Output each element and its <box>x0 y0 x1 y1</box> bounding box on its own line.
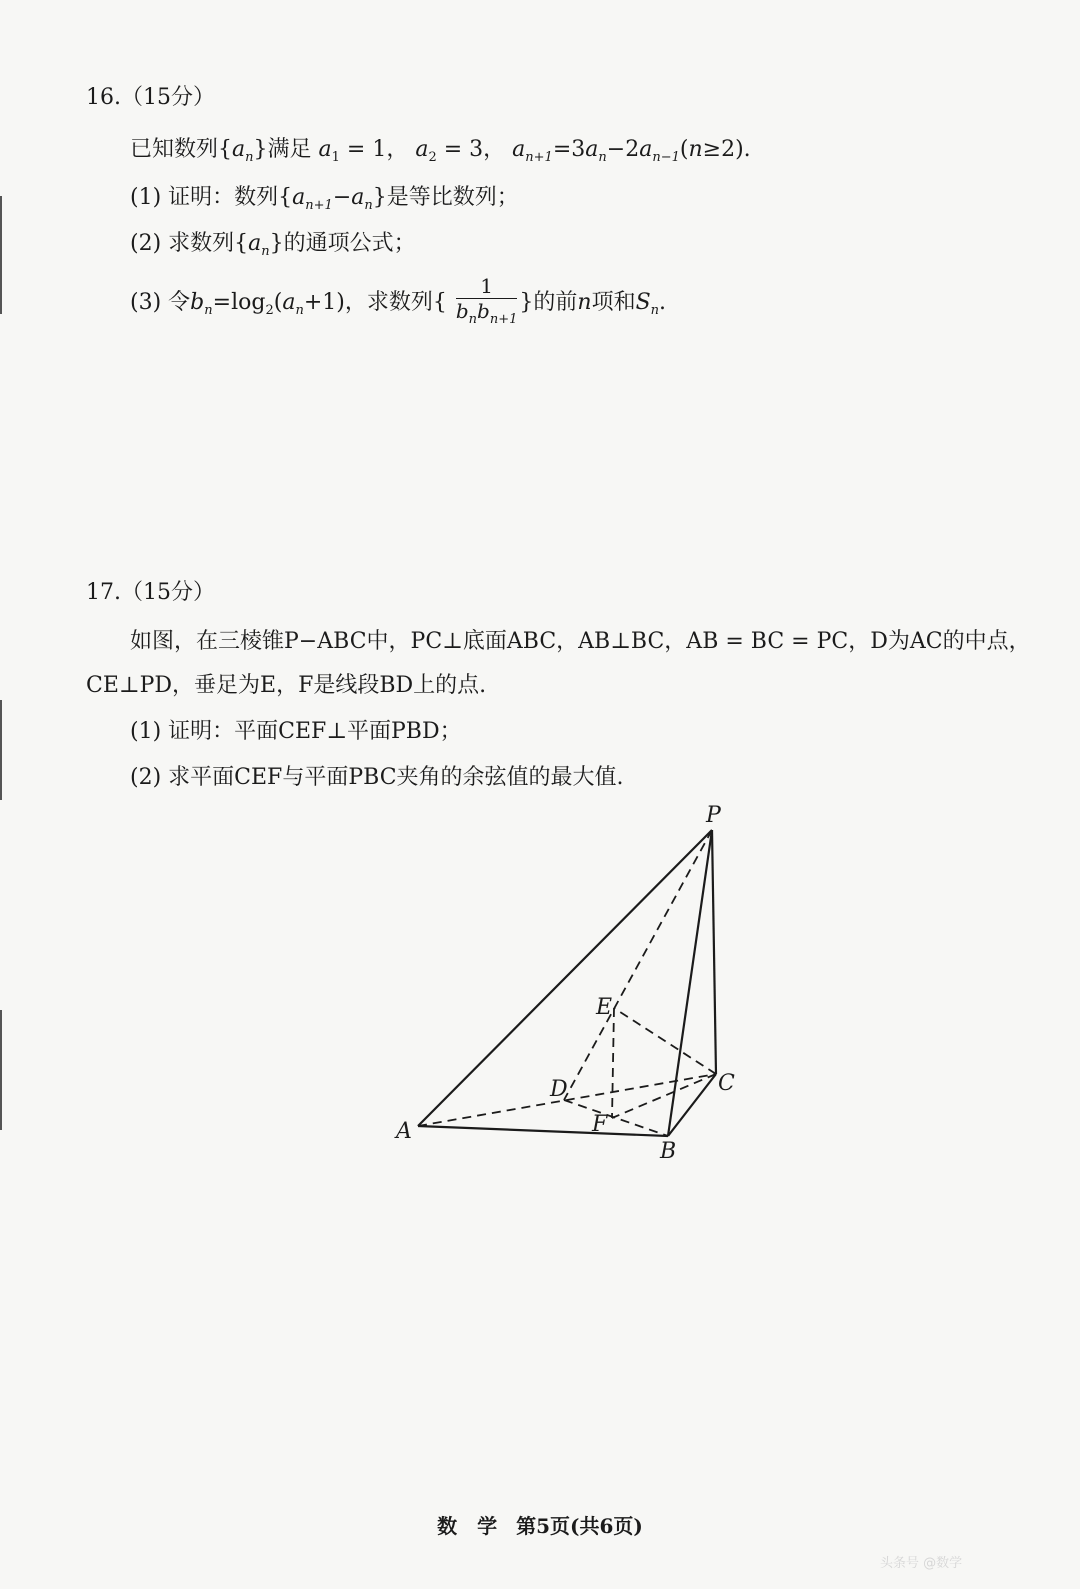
edge-PB <box>668 830 712 1136</box>
q16-part2: (2) 求数列$\{a_n\}$的通项公式； <box>130 231 416 259</box>
label-F: F <box>592 1112 608 1137</box>
label-E: E <box>596 995 613 1020</box>
segment-EF <box>612 1008 614 1118</box>
tetrahedron-figure <box>380 800 760 1170</box>
q17-part2: (2) 求平面CEF与平面PBC夹角的余弦值的最大值. <box>130 765 624 790</box>
label-A: A <box>396 1119 412 1144</box>
q16-heading: 16.（15分） <box>86 85 215 110</box>
watermark: 头条号 @数学 <box>880 1556 963 1571</box>
label-B: B <box>660 1139 677 1164</box>
edge-AB <box>418 1126 668 1136</box>
label-P: P <box>706 803 721 828</box>
binding-mark-mid <box>0 700 2 800</box>
label-C: C <box>718 1071 735 1096</box>
q17-stem-line2: CE⊥PD，垂足为E，F是线段BD上的点. <box>86 673 487 698</box>
segment-CE <box>614 1008 716 1074</box>
binding-mark-low <box>0 1010 2 1130</box>
binding-mark-top <box>0 196 2 314</box>
segment-PD <box>564 830 712 1100</box>
q16-part3: (3) 令$b_n=\log_2(a_n+1)$，求数列{ $\frac{1}{b_nb_{n+1}}$ }的前n项和$S_n$. <box>130 274 666 332</box>
q17-part1: (1) 证明：平面CEF⊥平面PBD； <box>130 719 462 744</box>
footer-page: 第5页(共6页) <box>516 1514 643 1538</box>
q17-stem-line1: 如图，在三棱锥P−ABC中，PC⊥底面ABC，AB⊥BC，AB = BC = PC，D为AC的中点， <box>130 629 1031 654</box>
q16-stem: 已知数列$\{a_n\}$满足 $a_1 = 1$， $a_2 = 3$， $a_{n+1}=3a_n-2a_{n-1}(n\ge 2)$. <box>130 137 751 165</box>
label-D: D <box>550 1077 568 1102</box>
page-footer <box>0 1510 1080 1539</box>
q16-part1: (1) 证明：数列$\{a_{n+1}-a_n\}$是等比数列； <box>130 185 519 213</box>
segment-BD <box>564 1100 668 1136</box>
edge-PC <box>712 830 716 1074</box>
fraction: $\frac{1}{b_nb_{n+1}}$ <box>455 274 518 327</box>
q17-heading: 17.（15分） <box>86 580 215 605</box>
footer-subject: 数 学 <box>437 1514 498 1538</box>
segment-CF <box>612 1074 716 1118</box>
